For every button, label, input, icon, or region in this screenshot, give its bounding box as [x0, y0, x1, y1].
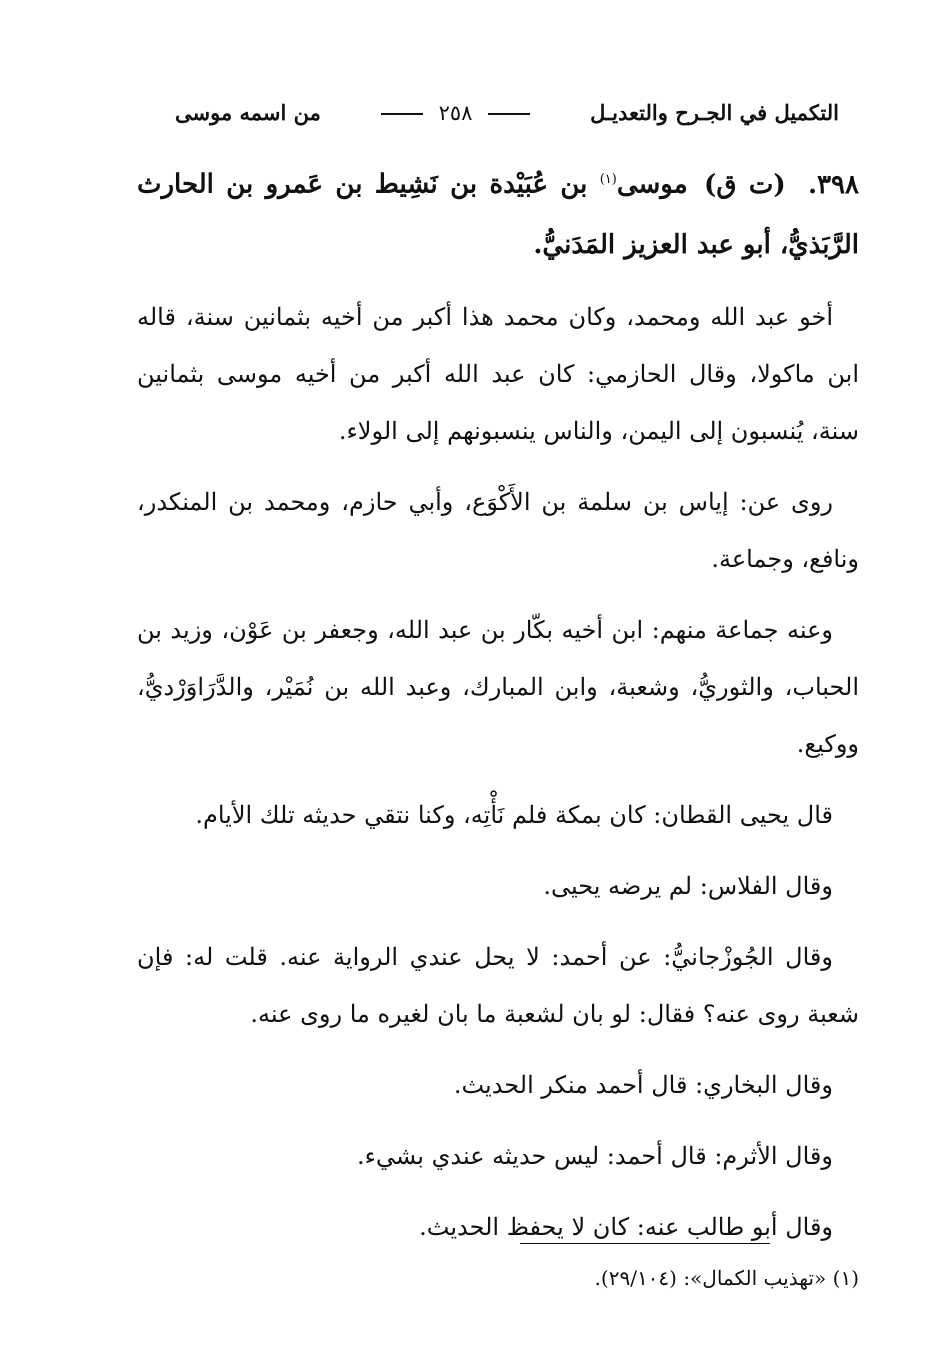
running-header: [175, 92, 839, 132]
book-markers: (ت ق): [704, 169, 786, 200]
paragraph-qattan: قال يحيى القطان: كان بمكة فلم نَأْتِه، وكنا نتقي حديثه تلك الأيام.: [195, 800, 833, 829]
entry-name-start: موسى: [616, 169, 688, 200]
entry-number: ٣٩٨.: [808, 169, 859, 200]
main-text: [137, 150, 859, 1270]
paragraph-narrators: وعنه جماعة منهم: ابن أخيه بكّار بن عبد الله، وجعفر بن عَوْن، وزيد بن الحباب، والثوريُّ، وشعبة، وابن المبارك، وعبد الله بن نُمَيْر، والدَّرَاوَرْديُّ، ووكيع.: [137, 615, 859, 758]
book-title: التكميل في الجـرح والتعديـل: [590, 99, 839, 125]
chapter-title: من اسمه موسى: [175, 99, 321, 125]
paragraph-bukhari: وقال البخاري: قال أحمد منكر الحديث.: [453, 1070, 833, 1099]
paragraph-fallas: وقال الفلاس: لم يرضه يحيى.: [543, 871, 833, 900]
footnote: (١) «تهذيب الكمال»: (٢٩/١٠٤).: [594, 1266, 859, 1290]
entry-heading: [137, 150, 859, 275]
paragraph-athram: وقال الأثرم: قال أحمد: ليس حديثه عندي بشيء.: [356, 1141, 833, 1170]
paragraph-narrated-from: روى عن: إياس بن سلمة بن الأَكْوَع، وأبي حازم، ومحمد بن المنكدر، ونافع، وجماعة.: [137, 487, 859, 573]
paragraph-brothers: أخو عبد الله ومحمد، وكان محمد هذا أكبر من أخيه بثمانين سنة، قاله ابن ماكولا، وقال الحازمي: كان عبد الله أكبر من أخيه موسى بثمانين سنة، يُنسبون إلى اليمن، والناس ينسبونهم إلى الولاء.: [137, 302, 859, 445]
paragraph-juzjani: وقال الجُوزْجانيُّ: عن أحمد: لا يحل عندي الرواية عنه. قلت له: فإن شعبة روى عنه؟ فقال: لو بان لشعبة ما بان لغيره ما روى عنه.: [137, 942, 859, 1028]
header-dash-left: [381, 113, 423, 115]
header-dash-right: [488, 113, 530, 115]
paragraph-abu-talib: وقال أبو طالب عنه: كان لا يحفظ الحديث.: [419, 1212, 833, 1241]
page-number: ٢٥٨: [438, 100, 473, 125]
entry-name-rest: بن عُبَيْدة بن نَشِيط بن عَمرو بن الحارث الرَّبَذيُّ، أبو عبد العزيز المَدَنيُّ.: [137, 169, 859, 260]
header-center: [373, 100, 537, 125]
footnote-divider: [520, 1243, 770, 1244]
footnote-reference: (١): [599, 172, 617, 187]
